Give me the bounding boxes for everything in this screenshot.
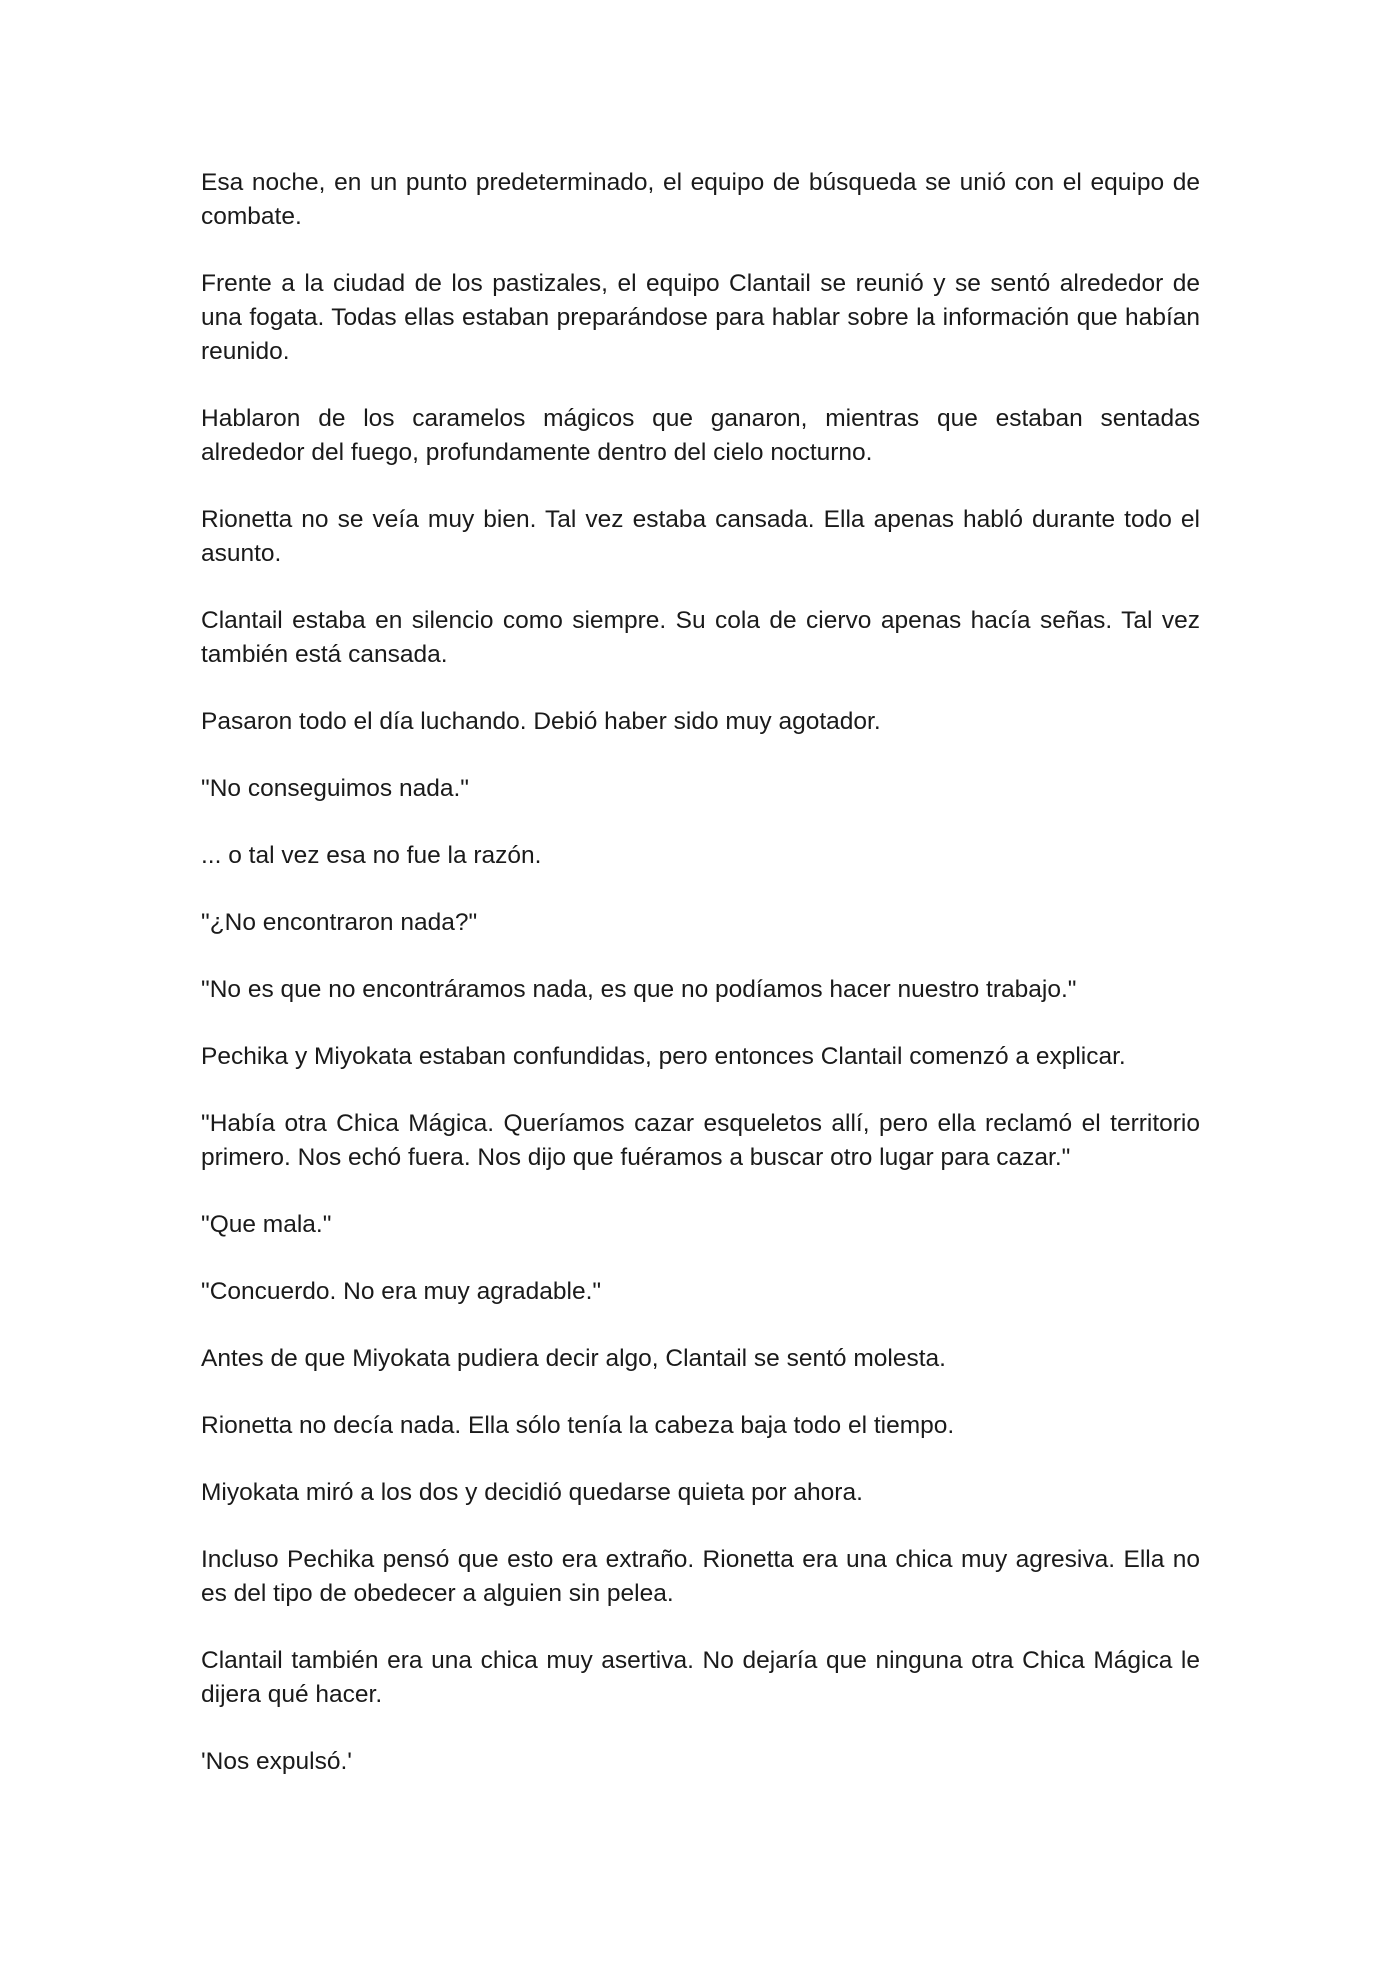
paragraph-10: "No es que no encontráramos nada, es que no podíamos hacer nuestro trabajo." (201, 976, 1077, 1003)
paragraph-2: Frente a la ciudad de los pastizales, el equipo Clantail se reunió y se sentó alrededor de una fogata. Todas ellas estaban preparándose para hablar sobre la información que habían reunido. (201, 270, 1200, 365)
paragraph-15: Antes de que Miyokata pudiera decir algo, Clantail se sentó molesta. (201, 1345, 946, 1372)
paragraph-14: "Concuerdo. No era muy agradable." (201, 1278, 602, 1305)
paragraph-6: Pasaron todo el día luchando. Debió haber sido muy agotador. (201, 708, 881, 735)
paragraph-11: Pechika y Miyokata estaban confundidas, pero entonces Clantail comenzó a explicar. (201, 1043, 1126, 1070)
paragraph-19: Clantail también era una chica muy asertiva. No dejaría que ninguna otra Chica Mágica le dijera qué hacer. (201, 1647, 1200, 1708)
paragraph-17: Miyokata miró a los dos y decidió quedarse quieta por ahora. (201, 1479, 863, 1506)
paragraph-3: Hablaron de los caramelos mágicos que ganaron, mientras que estaban sentadas alrededor del fuego, profundamente dentro del cielo nocturno. (201, 405, 1200, 466)
document-body (201, 166, 1200, 1812)
paragraph-18: Incluso Pechika pensó que esto era extraño. Rionetta era una chica muy agresiva. Ella no es del tipo de obedecer a alguien sin pelea. (201, 1546, 1200, 1607)
paragraph-20: 'Nos expulsó.' (201, 1748, 352, 1775)
paragraph-5: Clantail estaba en silencio como siempre. Su cola de ciervo apenas hacía señas. Tal vez también está cansada. (201, 607, 1200, 668)
paragraph-9: "¿No encontraron nada?" (201, 909, 478, 936)
paragraph-7: "No conseguimos nada." (201, 775, 469, 802)
paragraph-1: Esa noche, en un punto predeterminado, el equipo de búsqueda se unió con el equipo de combate. (201, 169, 1200, 230)
paragraph-16: Rionetta no decía nada. Ella sólo tenía la cabeza baja todo el tiempo. (201, 1412, 955, 1439)
paragraph-12: "Había otra Chica Mágica. Queríamos cazar esqueletos allí, pero ella reclamó el territorio primero. Nos echó fuera. Nos dijo que fuéramos a buscar otro lugar para cazar." (201, 1110, 1200, 1171)
paragraph-13: "Que mala." (201, 1211, 332, 1238)
paragraph-4: Rionetta no se veía muy bien. Tal vez estaba cansada. Ella apenas habló durante todo el asunto. (201, 506, 1200, 567)
paragraph-8: ... o tal vez esa no fue la razón. (201, 842, 542, 869)
